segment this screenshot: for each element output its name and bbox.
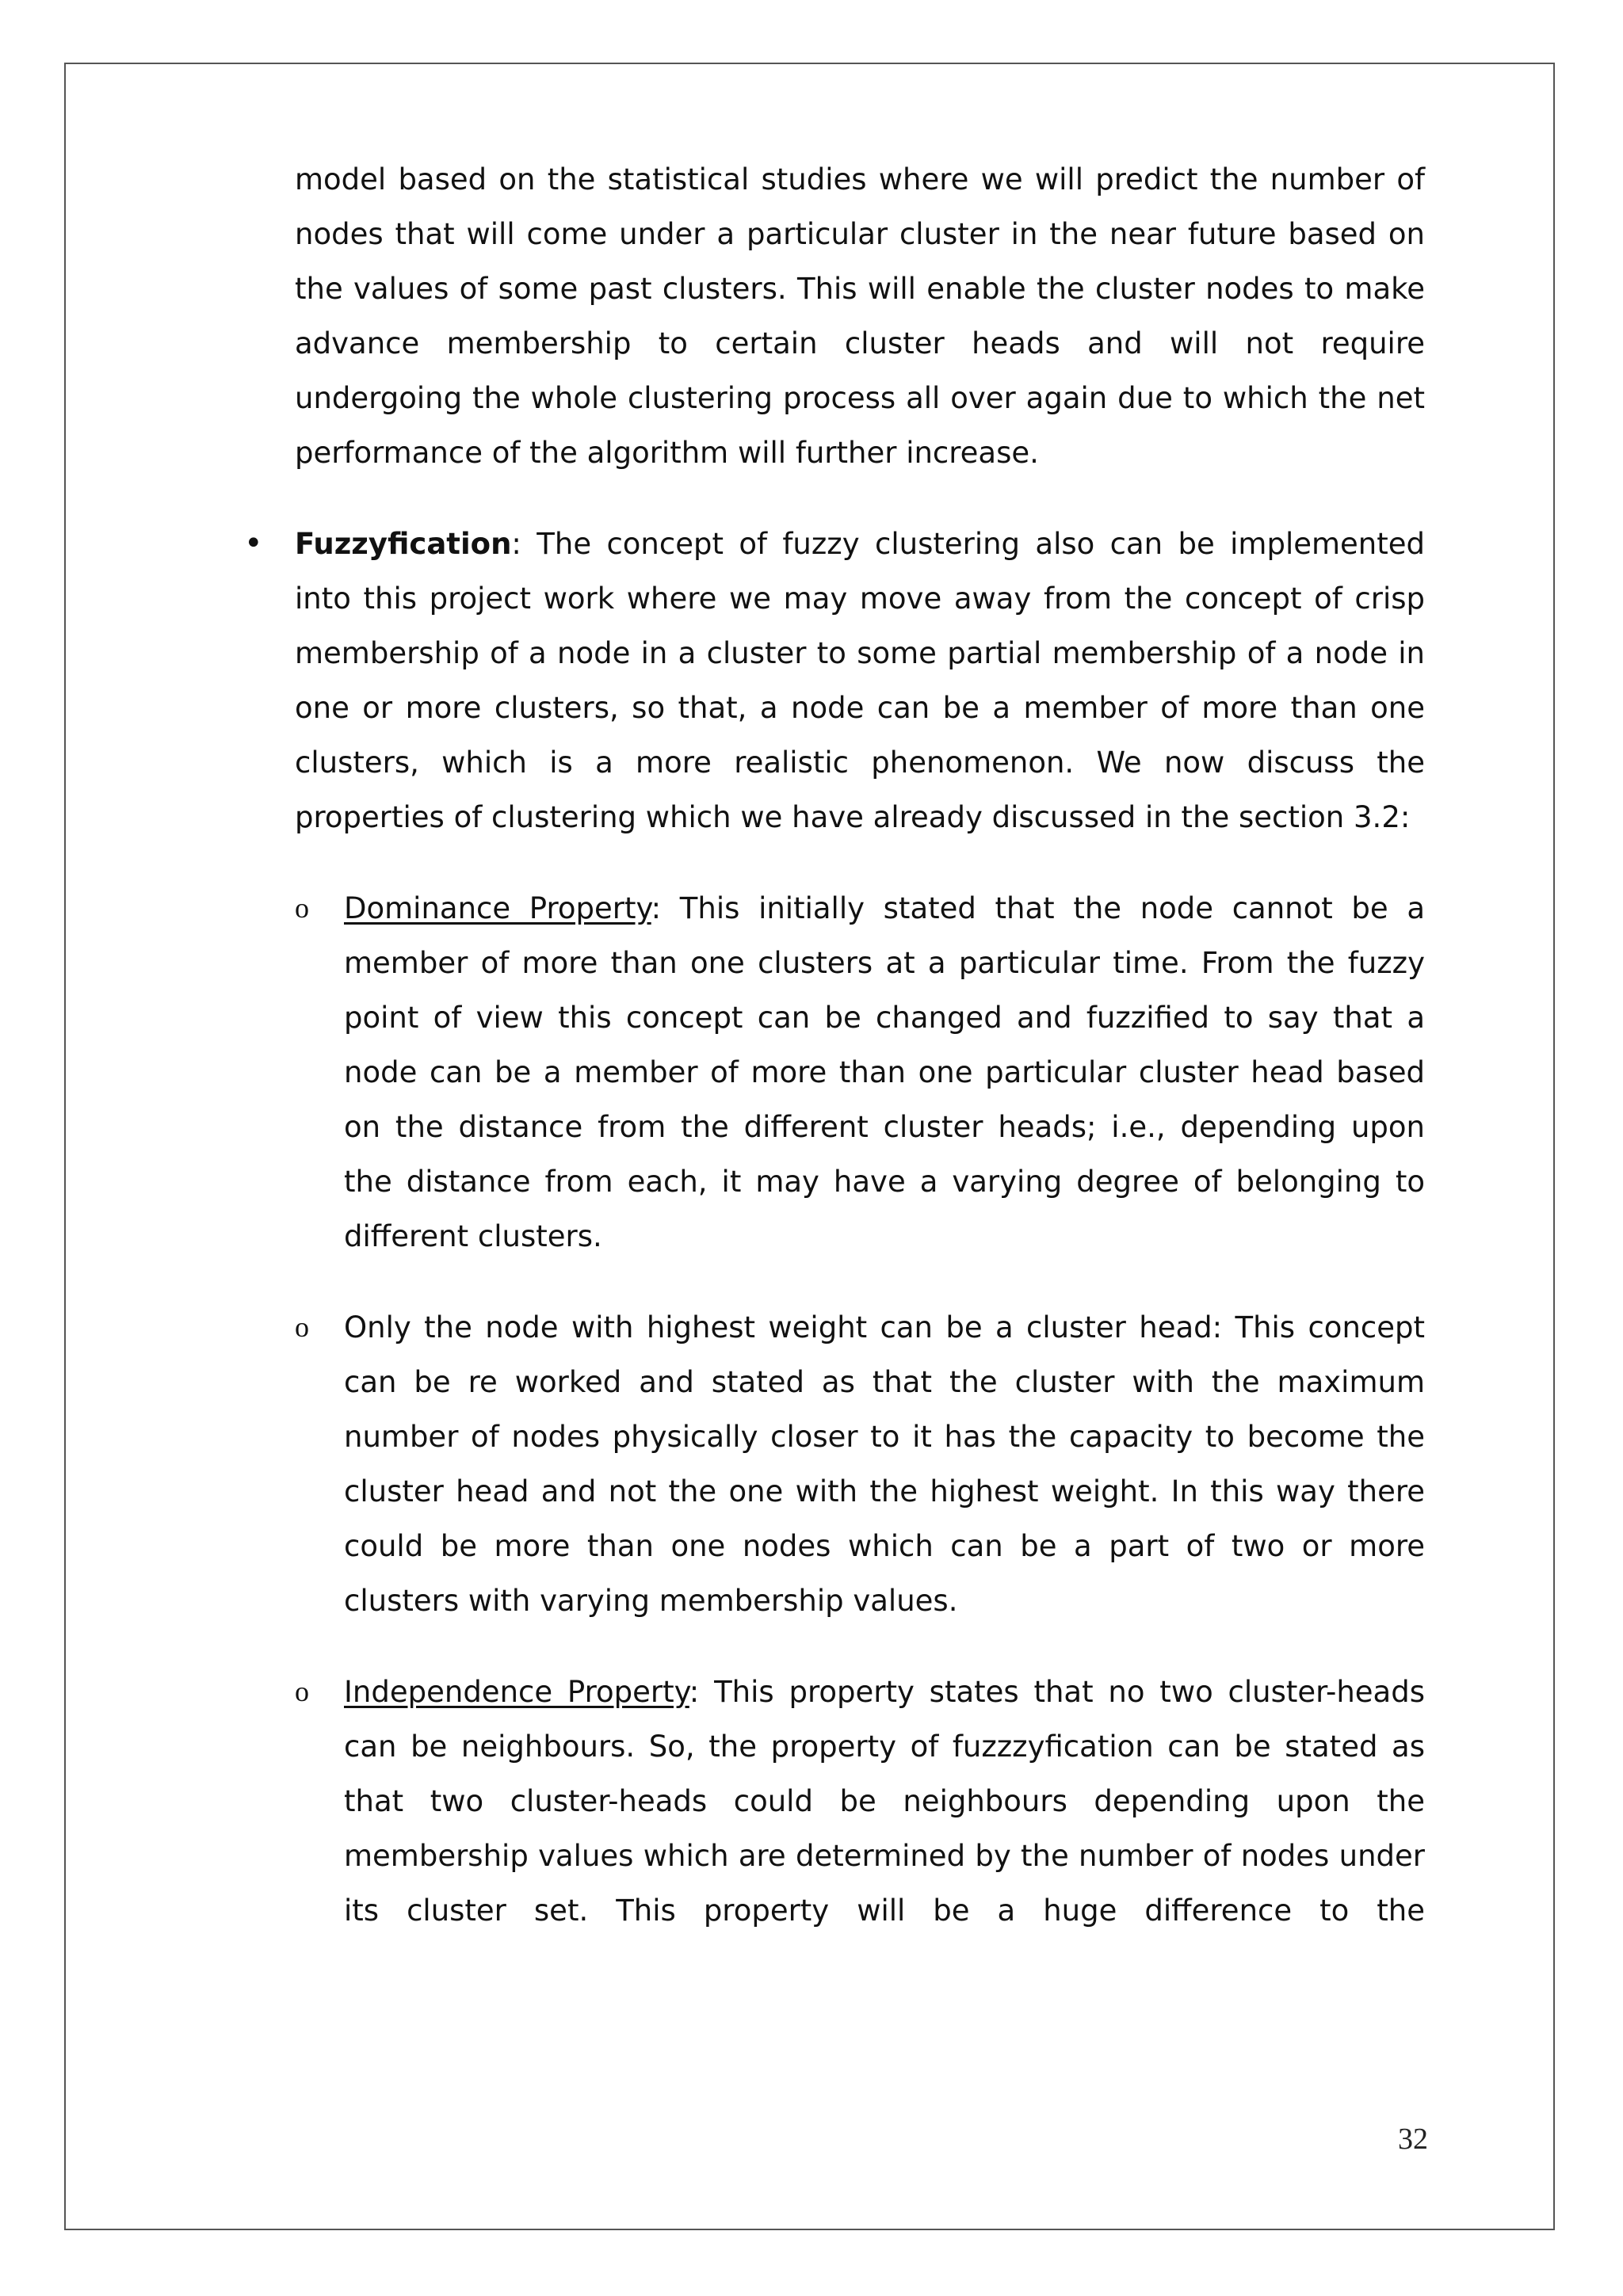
sub-item-marker: o	[295, 1311, 309, 1343]
sub-item-marker: o	[295, 1676, 309, 1707]
sub-item-dominance-property	[295, 881, 1426, 1264]
page-content	[244, 152, 1426, 1938]
page-number: 32	[1398, 2122, 1428, 2156]
sub-item-paragraph	[344, 1665, 1425, 1938]
sub-item-text: Only the node with highest weight can be a cluster head: This concept can be re worked and stated as that the cluster with the maximum number of nodes physically closer to it has the capacity to become the cluster head and not the one with the highest weight. In this way there could be more than one nodes which can be a part of two or more clusters with varying membership values.	[344, 1310, 1425, 1618]
sub-item-term: Independence Property	[344, 1675, 689, 1709]
bullet-text: The concept of fuzzy clustering also can be implemented into this project work where we may move away from the concept of crisp membership of a node in a cluster to some partial membership of a node in one or more clusters, so that, a node can be a member of more than one clusters, which is a more realistic phenomenon. We now discuss the properties of clustering which we have already discussed in the section 3.2:	[295, 527, 1425, 834]
sub-item-highest-weight	[295, 1300, 1425, 1628]
bullet-marker: •	[244, 525, 263, 562]
bullet-separator: :	[511, 527, 521, 561]
sub-item-independence-property	[295, 1665, 1425, 1938]
sub-item-term: Dominance Property	[344, 891, 651, 925]
bullet-paragraph	[295, 517, 1425, 845]
bullet-item-fuzzyfication	[244, 517, 1426, 1938]
sub-item-paragraph	[344, 1300, 1425, 1628]
sub-item-separator: :	[689, 1675, 700, 1709]
sub-item-marker: o	[295, 892, 309, 924]
bullet-term: Fuzzyfication	[295, 527, 512, 561]
sub-item-text: This property states that no two cluster-heads can be neighbours. So, the property of fuzzzyfication can be stated as that two cluster-heads could be neighbours depending upon the membership values which are determined by the number of nodes under its cluster set. This property will be a huge difference to the	[344, 1675, 1425, 1928]
sub-item-paragraph	[344, 881, 1425, 1264]
sub-item-text: This initially stated that the node cannot be a member of more than one clusters at a particular time. From the fuzzy point of view this concept can be changed and fuzzified to say that a node can be a member of more than one particular cluster head based on the distance from the different cluster heads; i.e., depending upon the distance from each, it may have a varying degree of belonging to different clusters.	[344, 891, 1426, 1253]
sub-item-separator: :	[651, 891, 662, 925]
continuation-paragraph: model based on the statistical studies where we will predict the number of nodes that will come under a particular cluster in the near future based on the values of some past clusters. This will enable the cluster nodes to make advance membership to certain cluster heads and will not require undergoing the whole clustering process all over again due to which the net performance of the algorithm will further increase.	[295, 162, 1425, 470]
